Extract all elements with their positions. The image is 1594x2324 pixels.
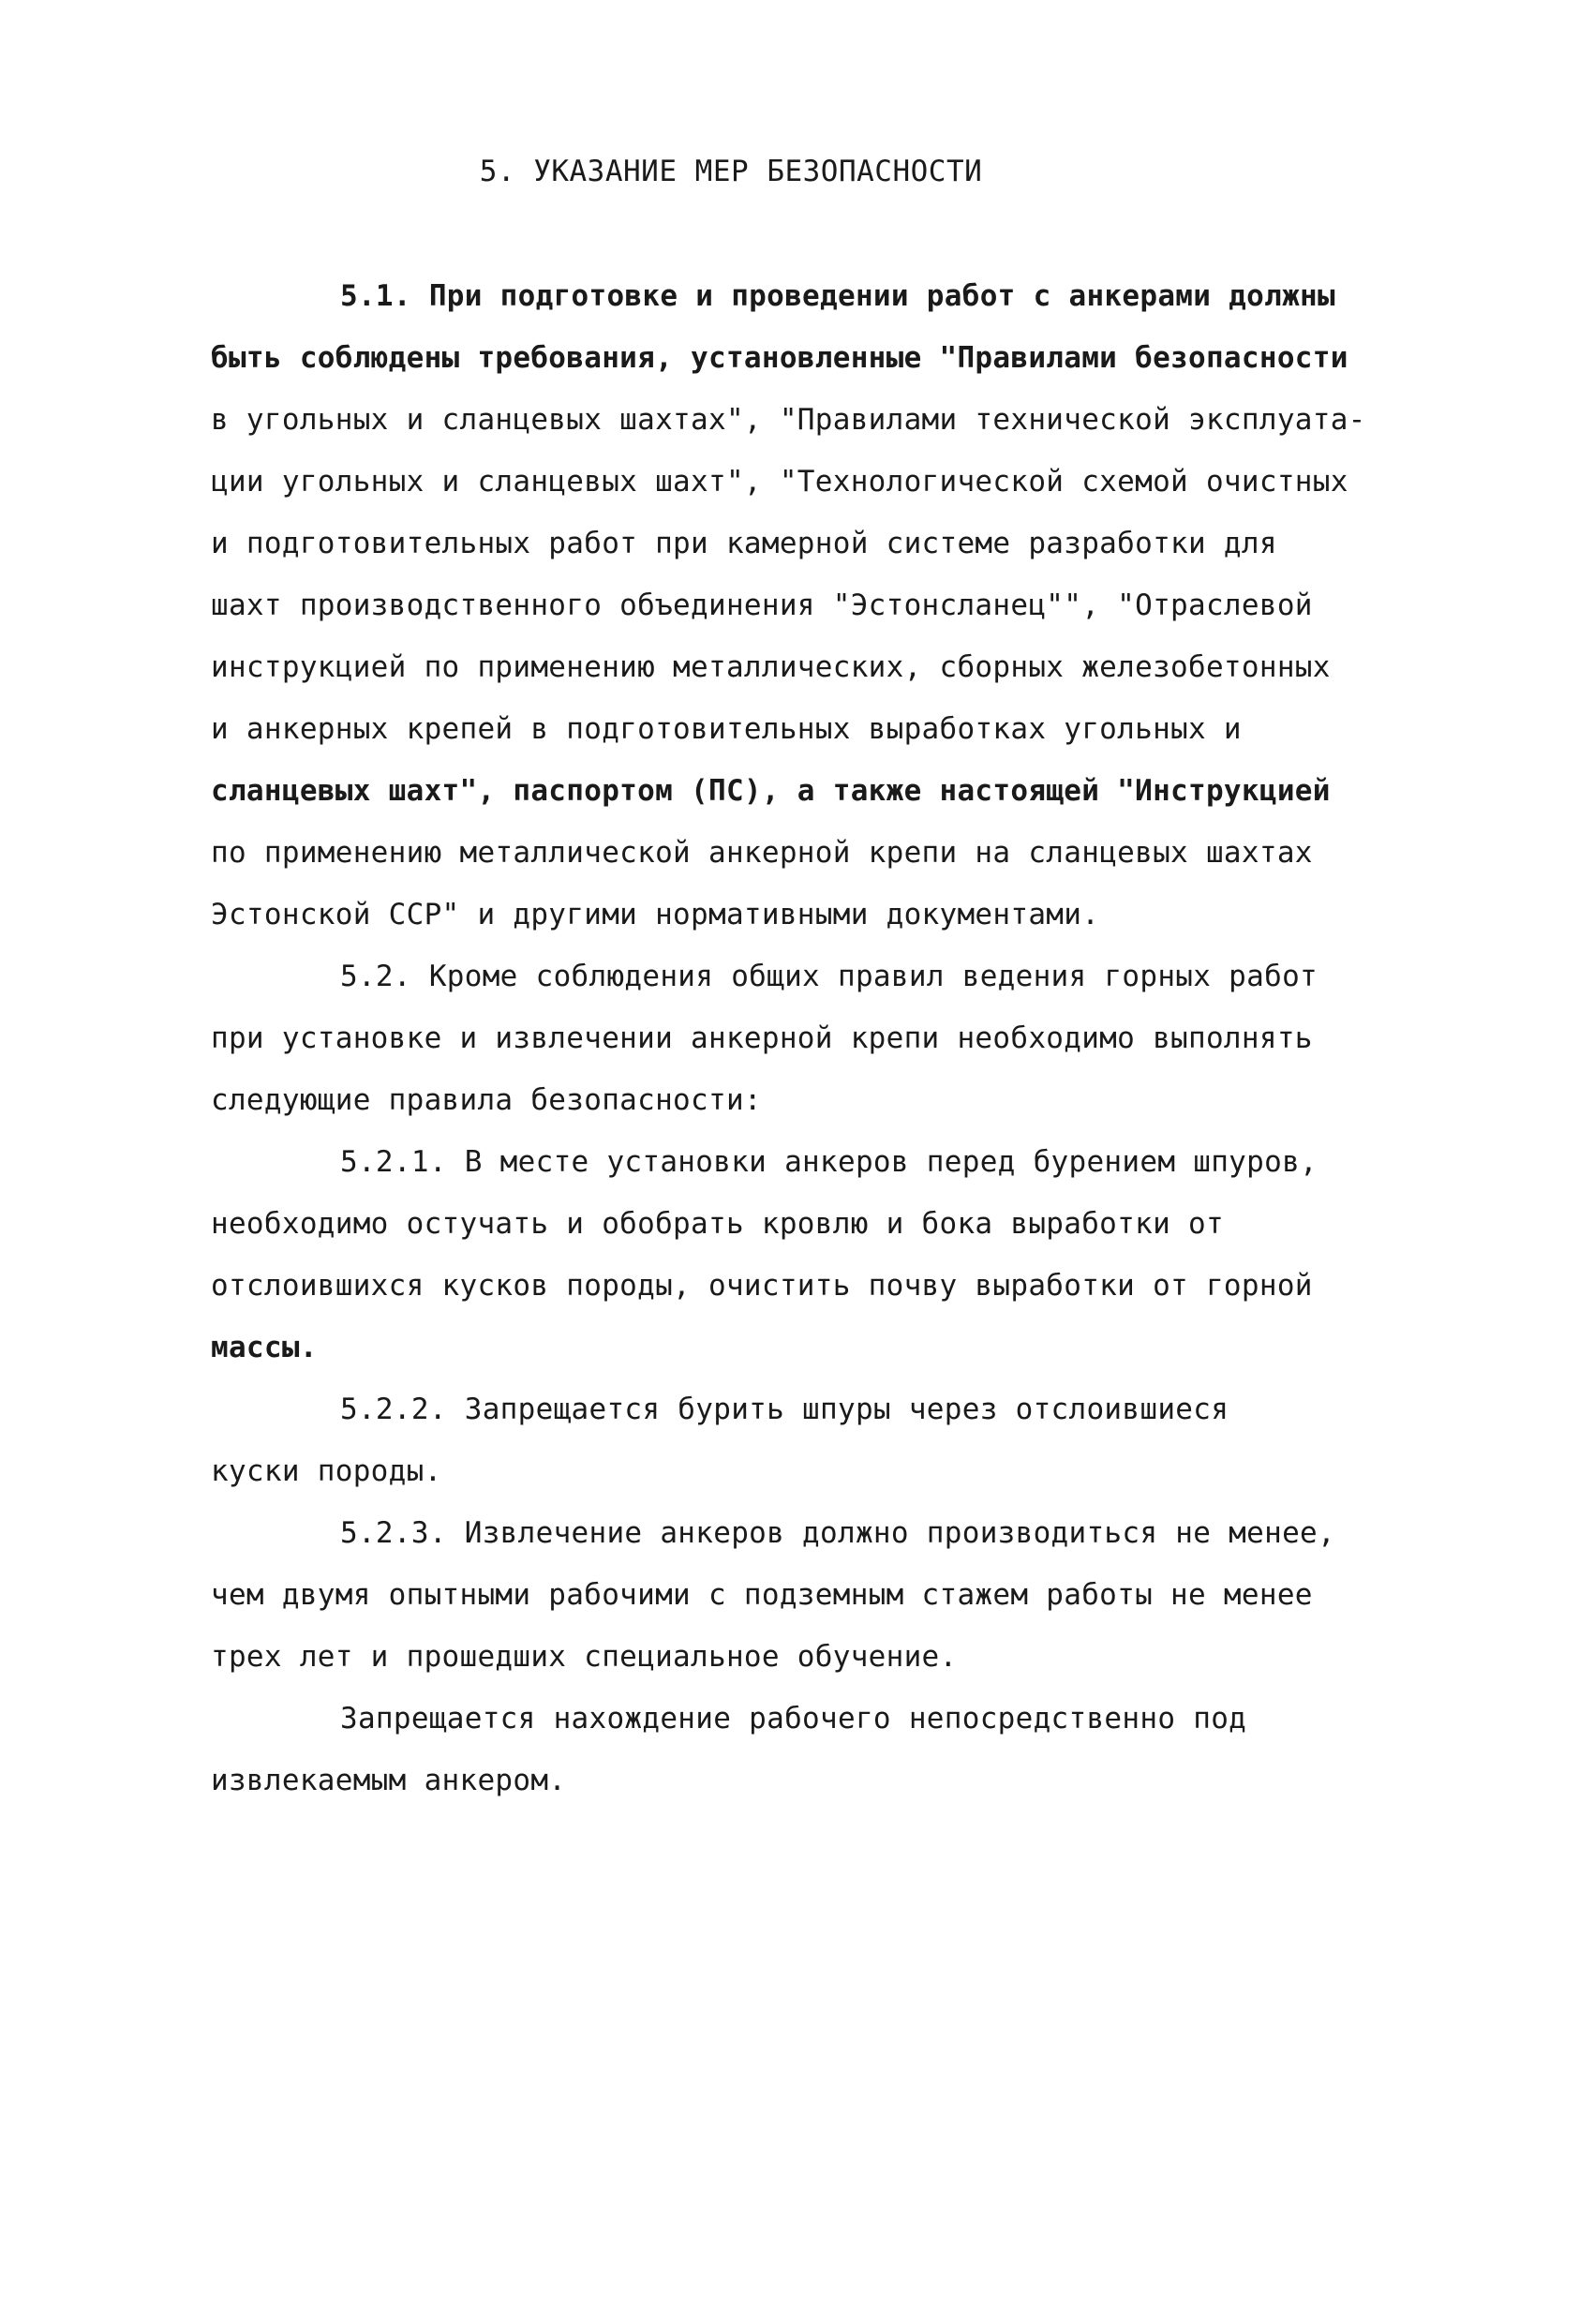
text-line: ции угольных и сланцевых шахт", "Технологической схемой очистных [211, 465, 1348, 499]
text-line: отслоившихся кусков породы, очистить почву выработки от горной [211, 1269, 1313, 1303]
text-line: куски породы. [211, 1454, 442, 1488]
text-line: сланцевых шахт", паспортом (ПС), а также настоящей "Инструкцией [211, 774, 1331, 808]
text-line: и анкерных крепей в подготовительных выработках угольных и [211, 712, 1242, 746]
text-line: 5.2.3. Извлечение анкеров должно производиться не менее, [340, 1516, 1335, 1550]
section-body [211, 265, 1448, 1811]
text-line: 5.2.2. Запрещается бурить шпуры через отслоившиеся [340, 1393, 1229, 1426]
text-line: трех лет и прошедших специальное обучение. [211, 1640, 958, 1674]
text-line: при установке и извлечении анкерной крепи необходимо выполнять [211, 1021, 1313, 1055]
text-line: массы. [211, 1331, 318, 1364]
text-line: следующие правила безопасности: [211, 1083, 762, 1117]
text-line: 5.2. Кроме соблюдения общих правил ведения горных работ [340, 960, 1318, 993]
text-line: быть соблюдены требования, установленные "Правилами безопасности [211, 341, 1348, 375]
text-line: в угольных и сланцевых шахтах", "Правилами технической эксплуата- [211, 403, 1366, 437]
text-line: 5.1. При подготовке и проведении работ с анкерами должны [340, 279, 1335, 313]
text-line: извлекаемым анкером. [211, 1764, 567, 1797]
text-line: Запрещается нахождение рабочего непосредственно под [340, 1702, 1247, 1736]
text-line: инструкцией по применению металлических, сборных железобетонных [211, 650, 1331, 684]
text-line: шахт производственного объединения "Эстонсланец"", "Отраслевой [211, 588, 1313, 622]
section-title: 5. УКАЗАНИЕ МЕР БЕЗОПАСНОСТИ [479, 155, 983, 188]
text-line: необходимо остучать и обобрать кровлю и бока выработки от [211, 1207, 1224, 1241]
text-line: 5.2.1. В месте установки анкеров перед бурением шпуров, [340, 1145, 1318, 1179]
text-line: и подготовительных работ при камерной системе разработки для [211, 527, 1277, 560]
text-line: по применению металлической анкерной крепи на сланцевых шахтах [211, 836, 1313, 870]
text-line: Эстонской ССР" и другими нормативными документами. [211, 898, 1100, 931]
text-line: чем двумя опытными рабочими с подземным стажем работы не менее [211, 1578, 1313, 1612]
